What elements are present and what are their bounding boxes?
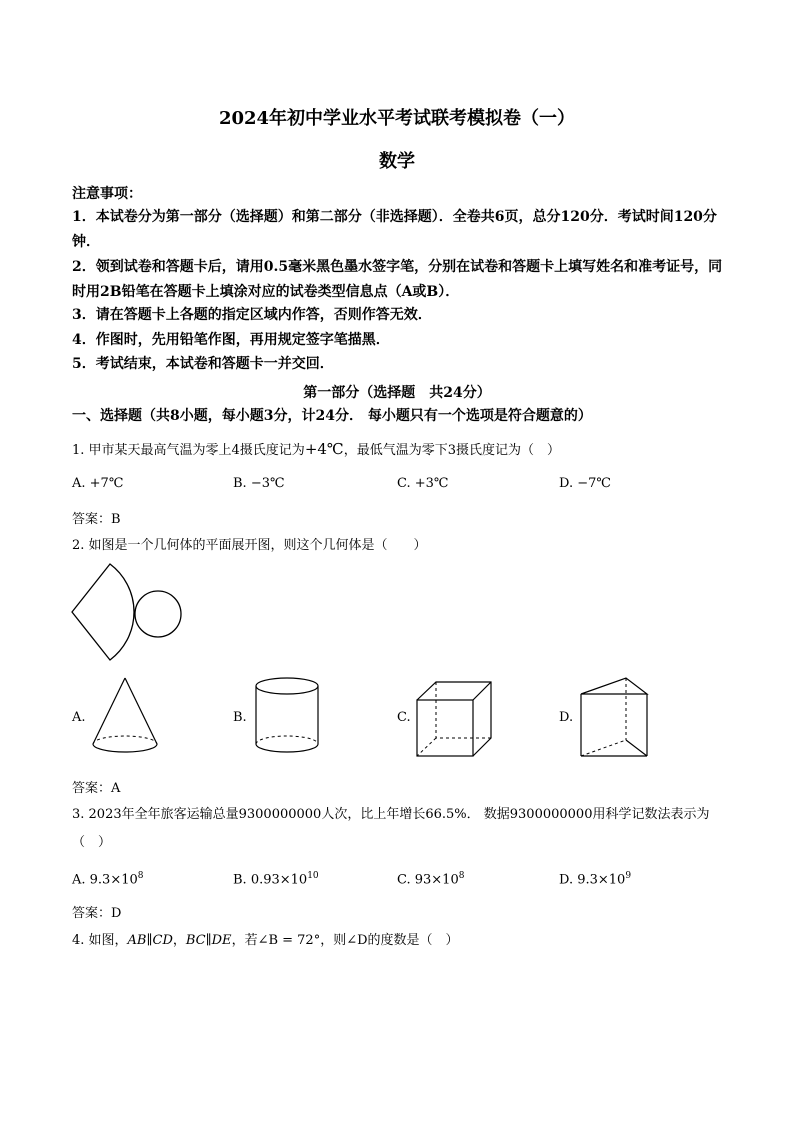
q4-stem-a: 4. 如图， [72, 933, 128, 948]
triangular-prism-figure[interactable] [578, 676, 650, 760]
note-item-3: 3．请在答题卡上各题的指定区域内作答，否则作答无效． [72, 307, 432, 323]
cylinder-figure[interactable] [252, 676, 322, 758]
q1-stem-b: ，最低气温为零下3摄氏度记为（ ） [343, 443, 560, 458]
q3-option-d[interactable] [559, 871, 631, 887]
q3-option-a-text: A. 9.3×10 [72, 872, 138, 888]
q3-answer: 答案：D [72, 906, 122, 921]
note-item-2: 2．领到试卷和答题卡后，请用0.5毫米黑色墨水签字笔，分别在试卷和答题卡上填写姓名和准考证号，同时用2B铅笔在答题卡上填涂对应的试卷类型信息点（A或B）． [72, 259, 723, 300]
q1-option-d[interactable]: D. −7℃ [559, 476, 611, 491]
cone-figure[interactable] [90, 676, 160, 758]
q3-option-c-text: C. 93×10 [397, 872, 459, 888]
note-item-4: 4．作图时，先用铅笔作图，再用规定签字笔描黑． [72, 332, 390, 348]
notes-heading: 注意事项： [72, 186, 142, 202]
q2-option-a-label[interactable]: A. [72, 710, 86, 725]
q1-option-a[interactable]: A. +7℃ [72, 476, 124, 491]
q4-math-ab-cd: AB∥CD [127, 933, 173, 948]
q4-math-bc-de: BC∥DE [185, 933, 232, 948]
q3-option-b-exp: 10 [307, 871, 319, 881]
note-item-5: 5．考试结束，本试卷和答题卡一并交回． [72, 356, 334, 372]
question-3-stem: 3. 2023年全年旅客运输总量9300000000人次，比上年增长66.5%． 数据9300000000用科学记数法表示为（ ） [72, 807, 710, 850]
q3-option-c-exp: 8 [458, 871, 465, 881]
question-4-stem [72, 927, 727, 955]
q1-option-b[interactable]: B. −3℃ [233, 476, 285, 491]
q3-option-b-text: B. 0.93×10 [233, 872, 308, 888]
question-2-stem: 2. 如图是一个几何体的平面展开图，则这个几何体是（ ） [72, 538, 427, 553]
part1-title: 第一部分（选择题 共24分） [303, 385, 491, 401]
q2-option-d-label[interactable]: D. [559, 710, 574, 725]
q3-option-d-exp: 9 [625, 871, 632, 881]
q4-stem-b: ，若∠B = 72°，则∠D的度数是（ ） [231, 933, 459, 948]
q3-option-d-text: D. 9.3×10 [559, 872, 626, 888]
q1-option-c[interactable]: C. +3℃ [397, 476, 449, 491]
q3-option-c[interactable] [397, 871, 464, 887]
q2-option-b-label[interactable]: B. [233, 710, 247, 725]
q1-stem-a: 1. 甲市某天最高气温为零上4摄氏度记为 [72, 443, 305, 458]
subject-title: 数学 [379, 151, 415, 172]
q3-option-a-exp: 8 [137, 871, 144, 881]
q1-stem-math: +4℃ [304, 440, 344, 458]
q2-answer: 答案：A [72, 781, 121, 796]
cube-figure[interactable] [414, 680, 494, 760]
q2-option-c-label[interactable]: C. [397, 710, 411, 725]
question-1-stem [72, 435, 727, 465]
note-item-1: 1．本试卷分为第一部分（选择题）和第二部分（非选择题）．全卷共6页，总分120分．考试时间120分钟． [72, 209, 717, 250]
net-diagram [70, 562, 190, 666]
q3-option-b[interactable] [233, 871, 319, 887]
q1-answer: 答案：B [72, 512, 121, 527]
section-heading: 一、选择题（共8小题，每小题3分，计24分． 每小题只有一个选项是符合题意的） [72, 408, 592, 424]
q4-sep: ， [172, 933, 186, 948]
exam-title: 2024年初中学业水平考试联考模拟卷（一） [218, 108, 576, 129]
q3-option-a[interactable] [72, 871, 144, 887]
